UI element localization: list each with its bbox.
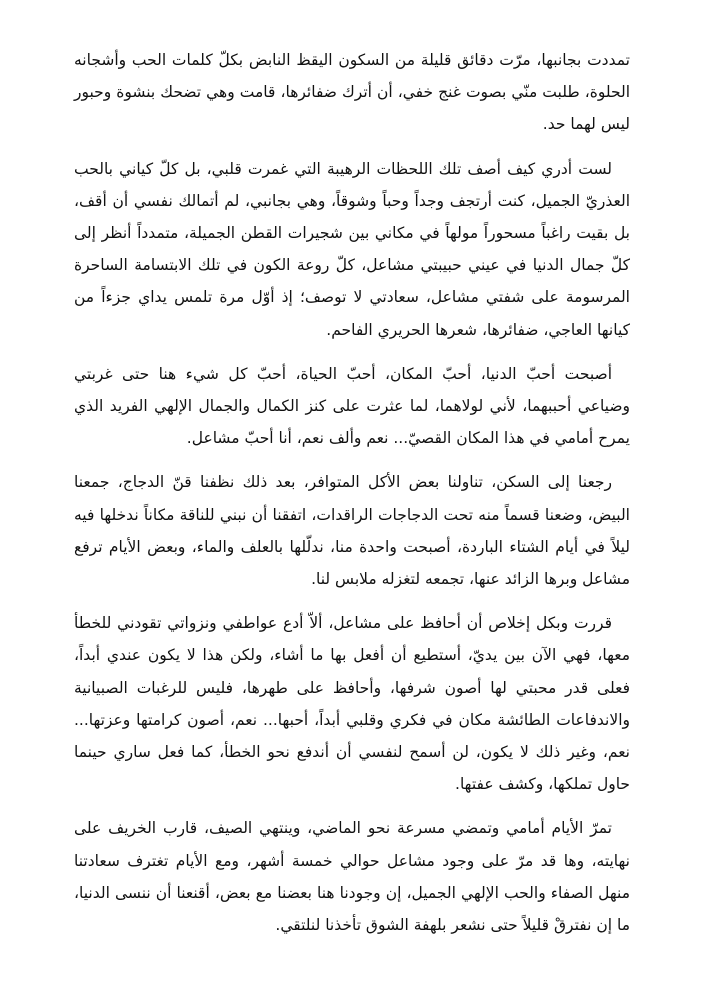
document-page: [74, 44, 630, 953]
paragraph-2: لست أدري كيف أصف تلك اللحظات الرهيبة التي غمرت قلبي، بل كلّ كياني بالحب العذريّ الجميل، كنت أرتجف وجداً وحباً وشوقاً، وهي بجانبي، لم أتمالك نفسي أن أقف، بل بقيت راغباً مسحوراً مولهاً في مكاني بين شجيرات القطن الجميلة، متمدداً أنظر إلى كلّ جمال الدنيا في عيني حبيبتي مشاعل، كلّ روعة الكون في تلك الابتسامة الساحرة المرسومة على شفتي مشاعل، سعادتي لا توصف؛ إذ أوّل مرة تلمس يداي جزءاً من كيانها العاجي، ضفائرها، شعرها الحريري الفاحم.: [74, 159, 630, 339]
paragraph-3: أصبحت أحبّ الدنيا، أحبّ المكان، أحبّ الحياة، أحبّ كل شيء هنا حتى غربتي وضياعي أحببهما، لأني لولاهما، لما عثرت على كنز الكمال والجمال الإلهي الفريد الذي يمرح أمامي في هذا المكان القصيّ... نعم وألف نعم، أنا أحبّ مشاعل.: [74, 364, 630, 448]
paragraph-6: تمرّ الأيام أمامي وتمضي مسرعة نحو الماضي، وينتهي الصيف، قارب الخريف على نهايته، وها قد مرّ على وجود مشاعل حوالي خمسة أشهر، ومع الأيام تغترف سعادتنا منهل الصفاء والحب الإلهي الجميل، إن وجودنا هنا بعضنا مع بعض، أقنعنا أن ننسى الدنيا، ما إن نفترقْ قليلاً حتى نشعر بلهفة الشوق تأخذنا لنلتقي.: [74, 819, 630, 935]
paragraph-1: تمددت بجانبها، مرّت دقائق قليلة من السكون اليقظ النابض بكلّ كلمات الحب وأشجانه الحلوة، طلبت منّي بصوت غنج خفي، أن أترك ضفائرها، قامت وهي تضحك بنشوة وحبور ليس لهما حد.: [74, 51, 630, 134]
paragraph-4: رجعنا إلى السكن، تناولنا بعض الأكل المتوافر، بعد ذلك نظفنا قنّ الدجاج، جمعنا البيض، وضعنا قسماً منه تحت الدجاجات الراقدات، اتفقنا أن نبني للناقة مكاناً ندخلها فيه ليلاً في أيام الشتاء الباردة، أصبحت واحدة منا، ندلّلها بالعلف والماء، وبعض الأيام ترفع مشاعل وبرها الزائد عنها، تجمعه لتغزله ملابس لنا.: [74, 473, 630, 589]
paragraph-5: قررت وبكل إخلاص أن أحافظ على مشاعل، ألاّ أدع عواطفي ونزواتي تقودني للخطأ معها، فهي الآن بين يديّ، أستطيع أن أفعل بها ما أشاء، ولكن هذا لا يكون عندي أبداً، فعلى قدر محبتي لها أصون شرفها، وأحافظ على طهرها، فليس للرغبات الصبيانية والاندفاعات الطائشة مكان في فكري وقلبي أبداً، أحبها... نعم، أصون كرامتها وعزتها... نعم، وغير ذلك لا يكون، لن أسمح لنفسي أن أندفع نحو الخطأ، كما فعل ساري حينما حاول تملكها، وكشف عفتها.: [74, 614, 630, 794]
